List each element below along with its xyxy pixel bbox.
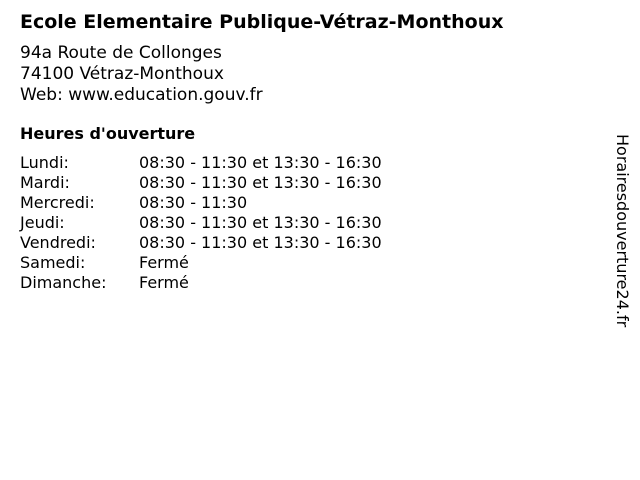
- address-web: Web: www.education.gouv.fr: [20, 85, 263, 105]
- hours-row-vendredi: [20, 233, 382, 253]
- hours-day: Vendredi:: [20, 233, 96, 252]
- hours-day: Samedi:: [20, 253, 86, 272]
- hours-time: 08:30 - 11:30 et 13:30 - 16:30: [139, 153, 382, 172]
- hours-time: Fermé: [139, 253, 189, 272]
- hours-row-jeudi: [20, 213, 382, 233]
- hours-time: 08:30 - 11:30 et 13:30 - 16:30: [139, 213, 382, 232]
- address-street: 94a Route de Collonges: [20, 43, 222, 63]
- hours-day: Mardi:: [20, 173, 70, 192]
- hours-day: Jeudi:: [20, 213, 65, 232]
- hours-day: Dimanche:: [20, 273, 107, 292]
- hours-row-mercredi: [20, 193, 382, 213]
- address-city: 74100 Vétraz-Monthoux: [20, 64, 224, 84]
- page-title: Ecole Elementaire Publique-Vétraz-Monthoux: [20, 11, 504, 33]
- hours-table: [20, 153, 382, 293]
- hours-time: 08:30 - 11:30 et 13:30 - 16:30: [139, 173, 382, 192]
- hours-heading: Heures d'ouverture: [20, 124, 196, 143]
- hours-time: 08:30 - 11:30: [139, 193, 248, 212]
- hours-row-mardi: [20, 173, 382, 193]
- hours-row-samedi: [20, 253, 382, 273]
- hours-day: Lundi:: [20, 153, 69, 172]
- hours-row-dimanche: [20, 273, 382, 293]
- address-block: [20, 43, 263, 106]
- hours-day: Mercredi:: [20, 193, 95, 212]
- hours-time: Fermé: [139, 273, 189, 292]
- hours-time: 08:30 - 11:30 et 13:30 - 16:30: [139, 233, 382, 252]
- hours-row-lundi: [20, 153, 382, 173]
- site-watermark: Horairesdouverture24.fr: [613, 134, 632, 328]
